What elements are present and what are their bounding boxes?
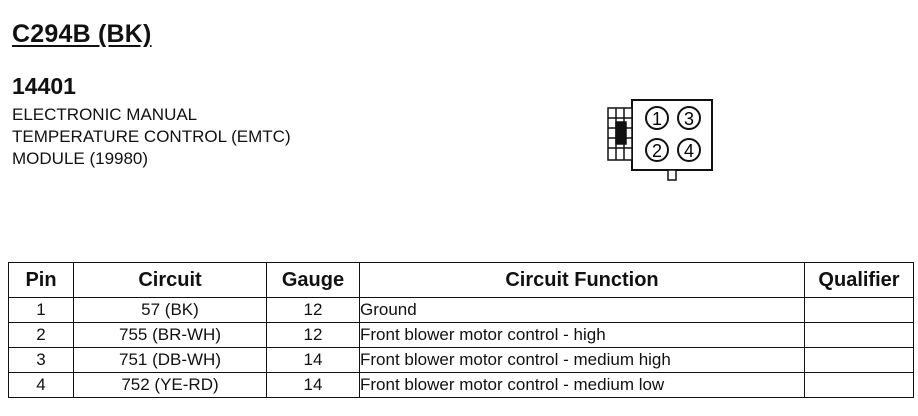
connector-latch — [608, 108, 632, 160]
circuit-cell: 751 (DB-WH) — [74, 348, 267, 373]
table-row — [9, 373, 914, 398]
pin-4-label: 4 — [683, 141, 695, 161]
pin-1 — [646, 107, 668, 129]
pin-3-label: 3 — [683, 109, 695, 129]
qualifier-cell — [805, 373, 914, 398]
qualifier-cell — [805, 298, 914, 323]
description-line: TEMPERATURE CONTROL (EMTC) — [12, 127, 291, 146]
table-header-row — [9, 263, 914, 298]
circuit-cell: 755 (BR-WH) — [74, 323, 267, 348]
table-row — [9, 298, 914, 323]
column-header-qualifier: Qualifier — [805, 263, 914, 298]
pin-2 — [646, 139, 668, 161]
connector-housing — [632, 100, 712, 170]
column-header-pin: Pin — [9, 263, 74, 298]
circuit-cell: 57 (BK) — [74, 298, 267, 323]
connector-face-diagram — [600, 92, 720, 188]
qualifier-cell — [805, 323, 914, 348]
component-description — [12, 104, 291, 170]
function-cell: Front blower motor control - high — [360, 323, 805, 348]
qualifier-cell — [805, 348, 914, 373]
column-header-circuit-function: Circuit Function — [360, 263, 805, 298]
function-cell: Front blower motor control - medium high — [360, 348, 805, 373]
connector-id-title: C294B (BK) — [12, 20, 152, 48]
table-row — [9, 323, 914, 348]
pin-cell: 4 — [9, 373, 74, 398]
pin-1-label: 1 — [651, 109, 663, 129]
circuit-cell: 752 (YE-RD) — [74, 373, 267, 398]
part-number: 14401 — [12, 73, 76, 99]
gauge-cell: 14 — [267, 373, 360, 398]
function-cell: Ground — [360, 298, 805, 323]
gauge-cell: 12 — [267, 298, 360, 323]
pin-cell: 3 — [9, 348, 74, 373]
function-cell: Front blower motor control - medium low — [360, 373, 805, 398]
pinout-table — [8, 262, 914, 398]
pin-3 — [678, 107, 700, 129]
pin-cell: 2 — [9, 323, 74, 348]
column-header-gauge: Gauge — [267, 263, 360, 298]
pin-2-label: 2 — [651, 141, 663, 161]
connector-key-tab — [668, 170, 676, 180]
description-line: MODULE (19980) — [12, 149, 149, 168]
description-line: ELECTRONIC MANUAL — [12, 105, 198, 124]
gauge-cell: 12 — [267, 323, 360, 348]
column-header-circuit: Circuit — [74, 263, 267, 298]
table-row — [9, 348, 914, 373]
gauge-cell: 14 — [267, 348, 360, 373]
pin-4 — [678, 139, 700, 161]
pin-cell: 1 — [9, 298, 74, 323]
